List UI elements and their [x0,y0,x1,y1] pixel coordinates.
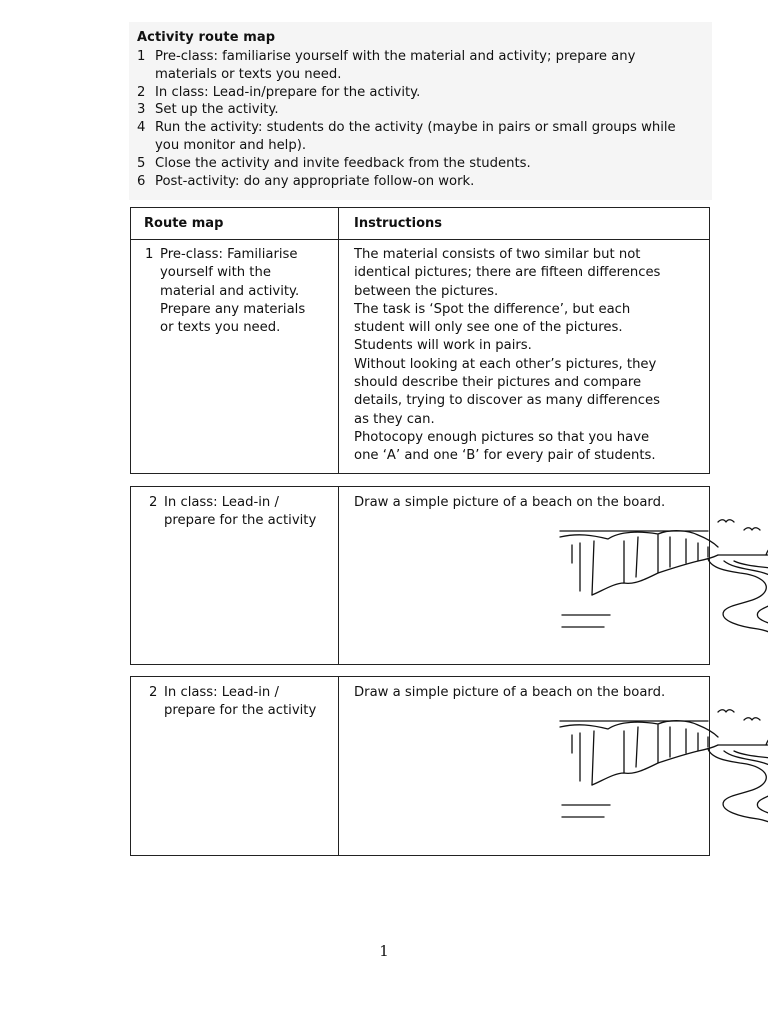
route-step: 2 In class: Lead-in/prepare for the activity. [137,84,421,100]
page-number: 1 [379,942,389,960]
route-step: 4 Run the activity: students do the activity (maybe in pairs or small groups while you monitor and help). [137,120,676,153]
route-step-text: In class: Lead-in / prepare for the activity [164,495,317,529]
route-step-text: Pre-class: Familiarise yourself with the material and activity. Prepare any materials or texts you need. [160,247,306,336]
route-step: 1 Pre-class: familiarise yourself with the material and activity; prepare any materials or texts you need. [137,49,636,82]
route-step-text: In class: Lead-in / prepare for the activity [164,685,317,719]
beach-drawing [558,517,768,642]
instructions-text: The material consists of two similar but not identical pictures; there are fifteen differences between the pictures. The task is ‘Spot the difference’, but each student will only see one of the pictures. Students will work in pairs. Without looking at each other’s pictures, they should describe their pictures and compare details, trying to discover as many differences as they can. Photocopy enough pictures so that you have one ‘A’ and one ‘B’ for every pair of students. [354,247,661,464]
instructions-text: Draw a simple picture of a beach on the board. [354,495,666,510]
route-map-steps [137,48,707,190]
instructions-text: Draw a simple picture of a beach on the board. [354,685,666,700]
table-header-row [130,207,710,240]
table-row: 1 Pre-class: Familiarise yourself with the material and activity. Prepare any materials or texts you need. The material consists of two similar but not identical pictures; there are fifteen differences between the pictures. The task is ‘Spot the difference’, but each student will only see one of the pictures. Students will work in pairs. Without looking at each other’s pictures, they should describe their pictures and compare details, trying to discover as many differences as they can. Photocopy enough pictures so that you have one ‘A’ and one ‘B’ for every pair of students. [130,239,710,474]
route-step: 6 Post-activity: do any appropriate follow-on work. [137,173,475,189]
route-map-heading: Activity route map [137,30,276,45]
table-row: 2 In class: Lead-in / prepare for the activity Draw a simple picture of a beach on the board. [130,676,710,856]
route-step: 5 Close the activity and invite feedback from the students. [137,155,531,171]
beach-drawing [558,707,768,832]
route-step: 3 Set up the activity. [137,102,279,118]
table-row: 2 In class: Lead-in / prepare for the activity Draw a simple picture of a beach on the board. [130,486,710,665]
header-instructions: Instructions [354,216,443,231]
header-route-map: Route map [144,216,224,231]
